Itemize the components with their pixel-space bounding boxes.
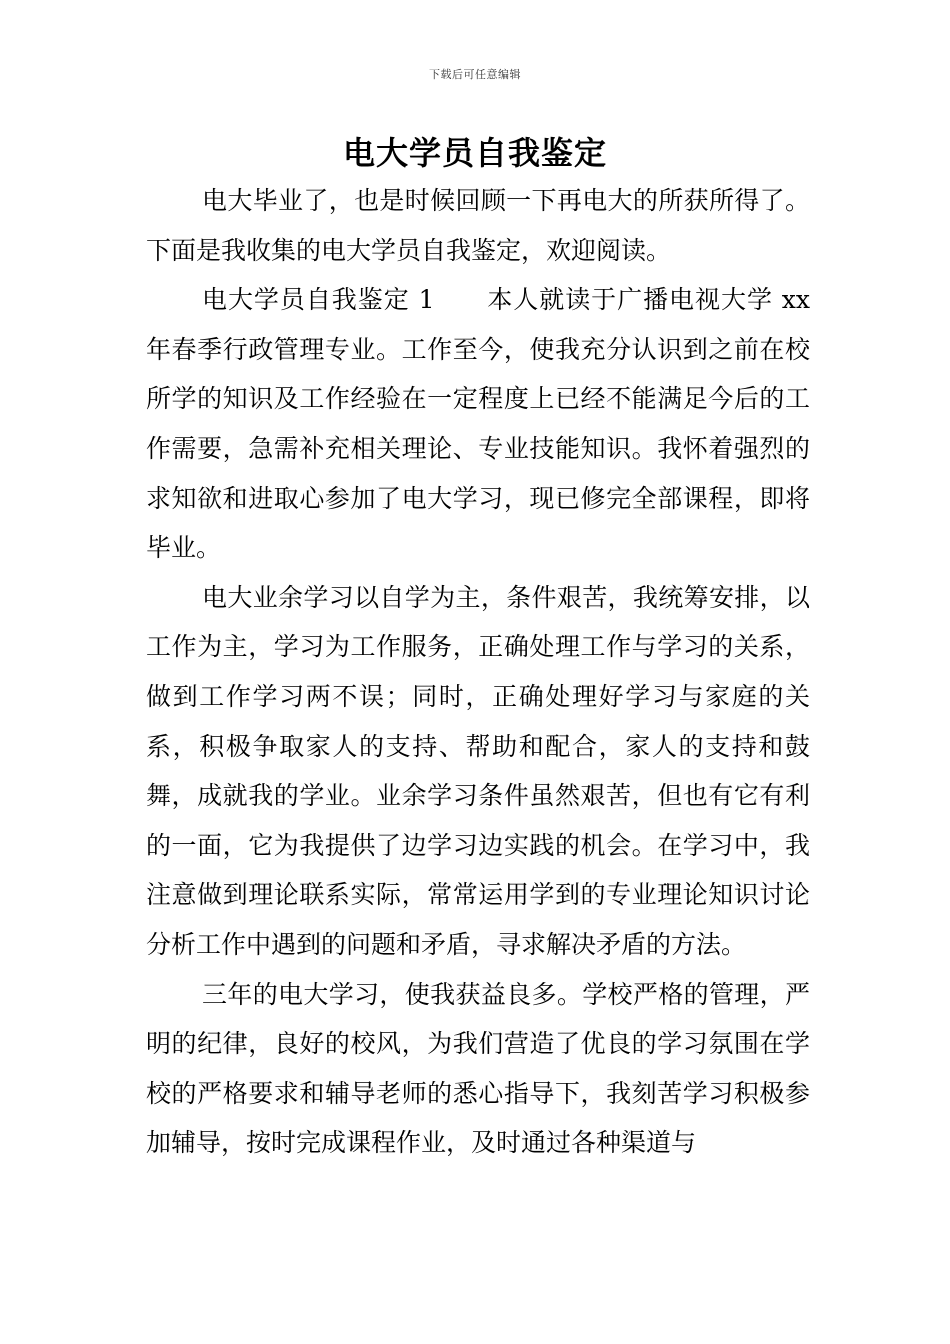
- document-title: 电大学员自我鉴定: [342, 134, 607, 172]
- document-body: [146, 176, 810, 1168]
- paragraph-intro: 电大毕业了，也是时候回顾一下再电大的所获所得了。下面是我收集的电大学员自我鉴定，欢迎阅读。: [146, 186, 810, 265]
- paragraph-2: 电大业余学习以自学为主，条件艰苦，我统筹安排，以工作为主，学习为工作服务，正确处理工作与学习的关系，做到工作学习两不误；同时，正确处理好学习与家庭的关系，积极争取家人的支持、帮助和配合，家人的支持和鼓舞，成就我的学业。业余学习条件虽然艰苦，但也有它有利的一面，它为我提供了边学习边实践的机会。在学习中，我注意做到理论联系实际，常常运用学到的专业理论知识讨论分析工作中遇到的问题和矛盾，寻求解决矛盾的方法。: [146, 582, 810, 959]
- page-header-note: 下载后可任意编辑: [429, 68, 521, 81]
- paragraph-3: 三年的电大学习，使我获益良多。学校严格的管理，严明的纪律，良好的校风，为我们营造了优良的学习氛围在学校的严格要求和辅导老师的悉心指导下，我刻苦学习积极参加辅导，按时完成课程作业，及时通过各种渠道与: [146, 979, 810, 1158]
- paragraph-1: 电大学员自我鉴定 1 本人就读于广播电视大学 xx 年春季行政管理专业。工作至今，使我充分认识到之前在校所学的知识及工作经验在一定程度上已经不能满足今后的工作需要，急需补充相关理论、专业技能知识。我怀着强烈的求知欲和进取心参加了电大学习，现已修完全部课程，即将毕业。: [146, 285, 810, 563]
